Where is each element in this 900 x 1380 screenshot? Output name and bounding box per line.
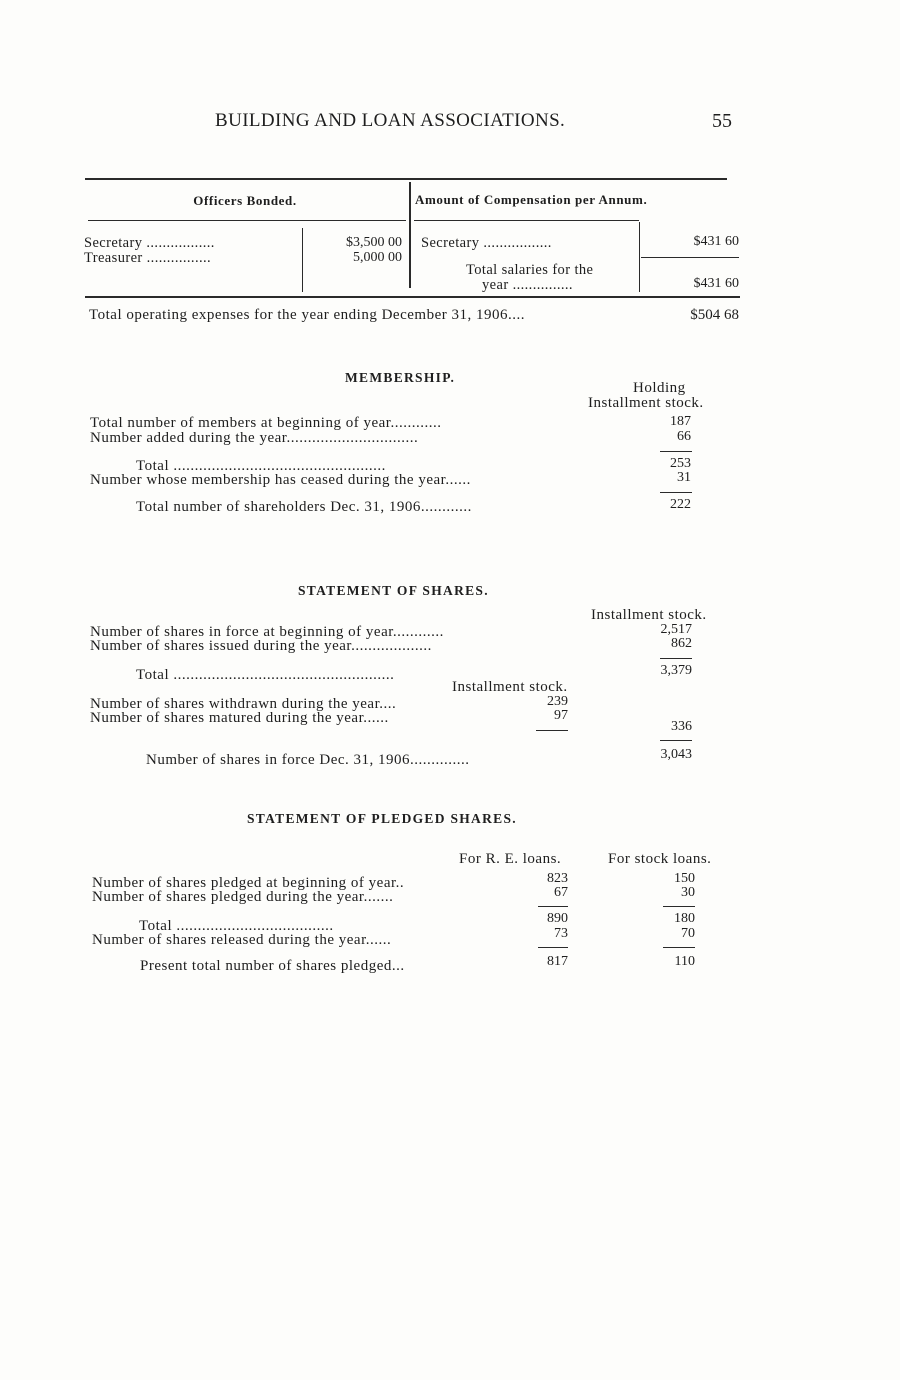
shares-sub-heading: Installment stock. (452, 679, 568, 695)
comp-subtotal-rule (641, 257, 739, 258)
shares-row-value: 862 (671, 636, 692, 651)
shares-final-rule (660, 740, 692, 741)
shares-row-label: Number of shares issued during the year................... (90, 638, 432, 654)
pledged-row-label: Present total number of shares pledged... (140, 958, 405, 974)
membership-row-value: 253 (670, 456, 691, 471)
shares-heading: STATEMENT OF SHARES. (298, 583, 489, 598)
shares-sub-row-label: Number of shares withdrawn during the year.... (90, 696, 397, 712)
shares-row-value: 3,379 (660, 663, 692, 678)
pledged-row-stock: 30 (681, 885, 695, 900)
pledged-row-re: 73 (554, 926, 568, 941)
pledged-row-stock: 70 (681, 926, 695, 941)
table-center-divider (409, 182, 411, 288)
membership-row-value: 66 (677, 429, 691, 444)
membership-row-value: 187 (670, 414, 691, 429)
membership-row-label: Total number of members at beginning of year............ (90, 415, 442, 431)
table-bottom-rule (85, 296, 740, 298)
membership-row-value: 31 (677, 470, 691, 485)
membership-row-label: Total .................................................. (136, 458, 386, 474)
shares-sub-row-value: 97 (554, 708, 568, 723)
page-title: BUILDING AND LOAN ASSOCIATIONS. (215, 110, 566, 131)
comp-label-secretary: Secretary ................. (421, 235, 552, 251)
pledged-row-re: 890 (547, 911, 568, 926)
pledged-row-stock: 110 (674, 954, 695, 969)
page-number: 55 (712, 110, 732, 132)
shares-row-value: 2,517 (660, 622, 692, 637)
comp-amount-divider (639, 222, 640, 292)
operating-expenses-label: Total operating expenses for the year ending December 31, 1906.... (89, 307, 525, 323)
bonded-label-treasurer: Treasurer ................ (84, 250, 212, 266)
bonded-label-secretary: Secretary ................. (84, 235, 215, 251)
pledged-heading: STATEMENT OF PLEDGED SHARES. (247, 811, 517, 826)
membership-col-line1: Holding (633, 380, 686, 396)
pledged-total-rule-re (538, 947, 568, 948)
membership-row-label: Number added during the year............................... (90, 430, 419, 446)
comp-amount-secretary: $431 60 (693, 234, 739, 249)
pledged-col-re: For R. E. loans. (459, 851, 562, 867)
shares-row-label: Total .................................................... (136, 667, 395, 683)
total-salaries-amount: $431 60 (693, 276, 739, 291)
pledged-col-stock: For stock loans. (608, 851, 712, 867)
officers-bonded-heading: Officers Bonded. (193, 193, 297, 208)
total-salaries-line1: Total salaries for the (466, 262, 594, 278)
shares-sub-total: 336 (671, 719, 692, 734)
pledged-row-stock: 180 (674, 911, 695, 926)
bonded-amount-treasurer: 5,000 00 (353, 250, 402, 265)
shares-final-value: 3,043 (660, 747, 692, 762)
operating-expenses-amount: $504 68 (690, 307, 739, 323)
shares-col-heading: Installment stock. (591, 607, 707, 623)
bonded-amount-secretary: $3,500 00 (346, 235, 402, 250)
membership-sum-rule (660, 451, 692, 452)
pledged-sum-rule-re (538, 906, 568, 907)
membership-row-label: Number whose membership has ceased during the year...... (90, 472, 471, 488)
shares-row-label: Number of shares in force at beginning of year............ (90, 624, 444, 640)
membership-total-rule (660, 492, 692, 493)
membership-heading: MEMBERSHIP. (345, 370, 456, 385)
membership-row-value: 222 (670, 497, 691, 512)
bonded-heading-rule (88, 220, 406, 221)
pledged-row-label: Number of shares released during the year...... (92, 932, 392, 948)
pledged-row-label: Number of shares pledged during the year....... (92, 889, 394, 905)
pledged-row-stock: 150 (674, 871, 695, 886)
membership-row-label: Total number of shareholders Dec. 31, 1906............ (136, 499, 472, 515)
pledged-row-re: 823 (547, 871, 568, 886)
membership-col-line2: Installment stock. (588, 395, 704, 411)
pledged-row-re: 817 (547, 954, 568, 969)
shares-sum-rule (660, 658, 692, 659)
pledged-total-rule-stock (663, 947, 695, 948)
shares-final-label: Number of shares in force Dec. 31, 1906.............. (146, 752, 470, 768)
compensation-heading: Amount of Compensation per Annum. (415, 192, 648, 207)
shares-sub-rule (536, 730, 568, 731)
compensation-heading-rule (414, 220, 639, 221)
pledged-sum-rule-stock (663, 906, 695, 907)
shares-sub-row-value: 239 (547, 694, 568, 709)
pledged-row-label: Total ..................................... (139, 918, 334, 934)
pledged-row-re: 67 (554, 885, 568, 900)
total-salaries-line2: year ............... (482, 277, 573, 293)
pledged-row-label: Number of shares pledged at beginning of year.. (92, 875, 405, 891)
bonded-amount-divider (302, 228, 303, 292)
table-top-rule (85, 178, 727, 180)
shares-sub-row-label: Number of shares matured during the year...... (90, 710, 389, 726)
